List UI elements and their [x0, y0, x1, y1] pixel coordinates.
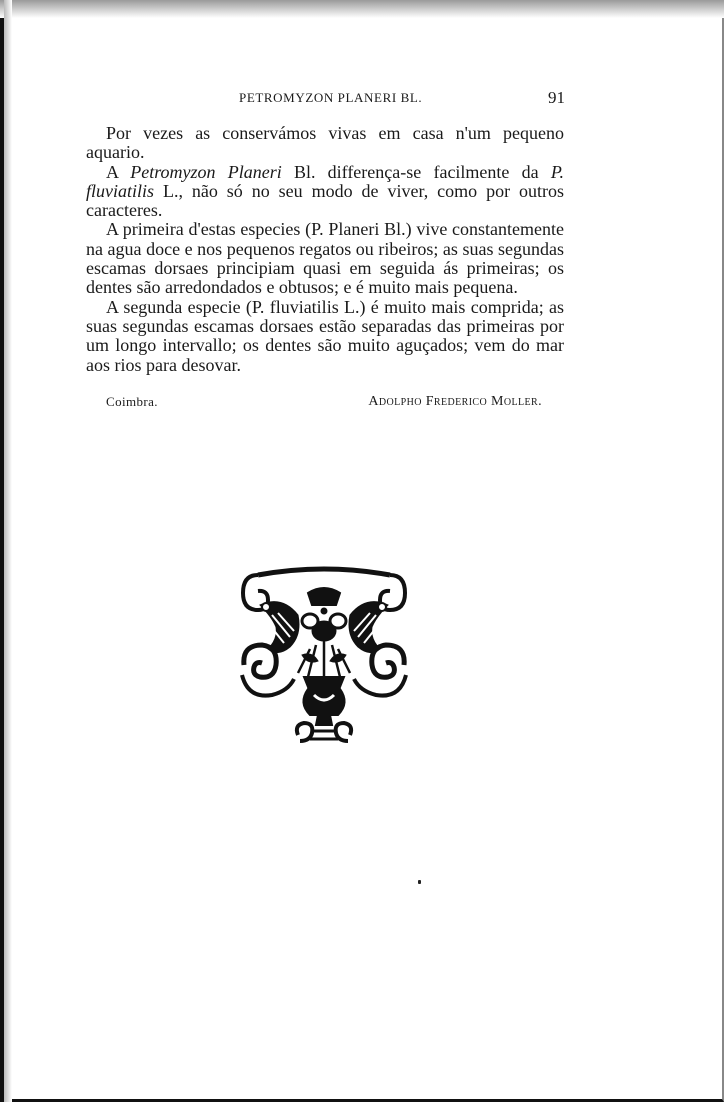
scan-shadow-left — [4, 0, 12, 1102]
running-title: PETROMYZON PLANERI BL. — [239, 90, 423, 105]
species-name-planeri: Petromyzon Planeri — [130, 161, 282, 182]
species-name-fluviatilis: P. fluviatilis — [86, 161, 564, 201]
signature-place: Coimbra. — [106, 394, 158, 409]
scan-shadow-top — [0, 0, 724, 18]
page-number: 91 — [548, 88, 565, 107]
paragraph-3: A primeira d'estas especies (P. Planeri Bl.) vive constantemente na agua doce e nos pequenos regatos ou ribeiros; as suas segundas escamas dorsaes principiam quasi em seguida ás primeiras; os dentes são arredondados e obtusos; e é muito mais pequena. — [86, 219, 564, 298]
vase-ornament-icon — [238, 565, 410, 745]
paragraph-1: Por vezes as conservámos vivas em casa n'um pequeno aquario. — [86, 123, 564, 163]
paragraph-2-tail: L., não só no seu modo de viver, como por outros caracteres. — [86, 180, 564, 221]
page-header — [105, 90, 565, 110]
ink-speck — [418, 880, 421, 884]
article-body — [86, 124, 564, 375]
signature-author: Adolpho Frederico Moller. — [368, 394, 542, 409]
paragraph-2 — [86, 163, 564, 221]
paragraph-4: A segunda especie (P. fluviatilis L.) é muito mais comprida; as suas segundas escamas dorsaes estão separadas das primeiras por um longo intervallo; os dentes são muito aguçados; vem do mar aos rios para desovar. — [86, 296, 564, 375]
paragraph-2-mid: Bl. differença-se facilmente da — [293, 161, 539, 182]
paragraph-2-lead: A — [106, 161, 119, 182]
